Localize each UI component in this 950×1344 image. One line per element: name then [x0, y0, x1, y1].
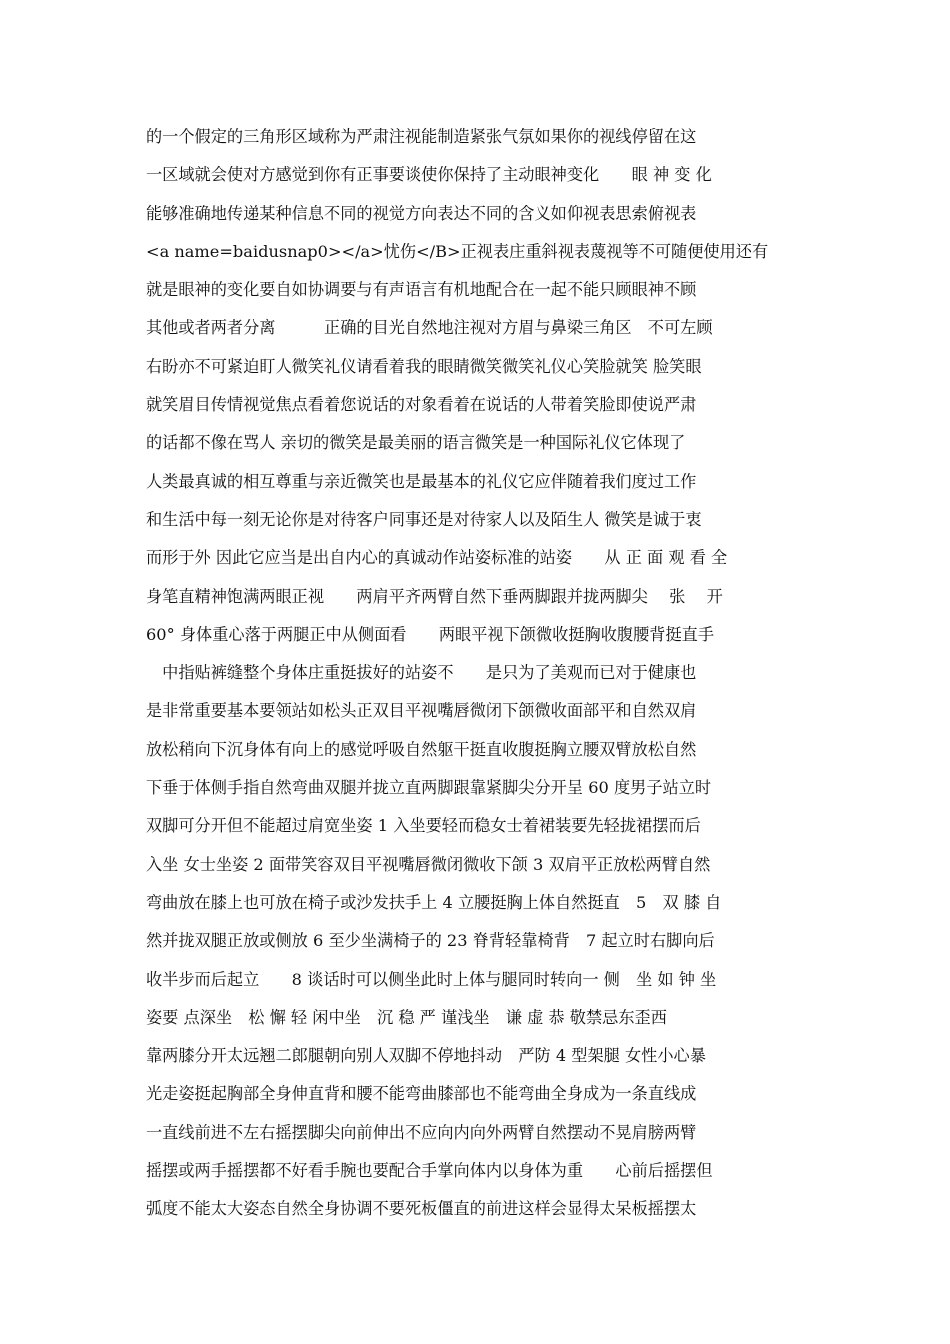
text-line: 的一个假定的三角形区域称为严肃注视能制造紧张气氛如果你的视线停留在这 [146, 127, 697, 146]
text-line: 双脚可分开但不能超过肩宽坐姿 1 入坐要轻而稳女士着裙装要先轻拢裙摆而后 [146, 816, 701, 836]
text-line: 姿要 点深坐 松 懈 轻 闲中坐 沉 稳 严 谨浅坐 谦 虚 恭 敬禁忌东歪西 [146, 1007, 667, 1027]
text-line: 而形于外 因此它应当是出自内心的真诚动作站姿标准的站姿 从 正 面 观 看 全 [146, 548, 728, 568]
text-line: 右盼亦不可紧迫盯人微笑礼仪请看着我的眼睛微笑微笑礼仪心笑脸就笑 脸笑眼 [146, 356, 702, 376]
text-line: 放松稍向下沉身体有向上的感觉呼吸自然躯干挺直收腹挺胸立腰双臂放松自然 [146, 739, 697, 759]
text-line: 下垂于体侧手指自然弯曲双腿并拢立直两脚跟靠紧脚尖分开呈 60 度男子站立时 [146, 778, 712, 798]
text-line: 身笔直精神饱满两眼正视 两肩平齐两臂自然下垂两脚跟并拢两脚尖 张 开 [146, 586, 723, 606]
text-line: 光走姿挺起胸部全身伸直背和腰不能弯曲膝部也不能弯曲全身成为一条直线成 [146, 1084, 697, 1104]
text-line: 人类最真诚的相互尊重与亲近微笑也是最基本的礼仪它应伴随着我们度过工作 [146, 471, 697, 491]
text-line: 一区域就会使对方感觉到你有正事要谈使你保持了主动眼神变化 眼 神 变 化 [146, 165, 712, 185]
text-line: 然并拢双腿正放或侧放 6 至少坐满椅子的 23 脊背轻靠椅背 7 起立时右脚向后 [146, 931, 715, 951]
text-line: 60° 身体重心落于两腿正中从侧面看 两眼平视下颌微收挺胸收腹腰背挺直手 [146, 624, 715, 644]
text-line: <a name=baidusnap0></a>忧伤</B>正视表庄重斜视表蔑视等不可随便使用还有 [146, 241, 769, 261]
text-line: 其他或者两者分离 正确的目光自然地注视对方眉与鼻梁三角区 不可左顾 [146, 318, 713, 338]
text-line: 就笑眉目传情视觉焦点看着您说话的对象看着在说话的人带着笑脸即使说严肃 [146, 395, 697, 415]
text-line: 收半步而后起立 8 谈话时可以侧坐此时上体与腿同时转向一 侧 坐 如 钟 坐 [146, 969, 717, 989]
text-line: 和生活中每一刻无论你是对待客户同事还是对待家人以及陌生人 微笑是诚于衷 [146, 509, 702, 529]
body-text [146, 118, 808, 1229]
text-line: 摇摆或两手摇摆都不好看手腕也要配合手掌向体内以身体为重 心前后摇摆但 [146, 1161, 713, 1181]
text-line: 中指贴裤缝整个身体庄重挺拔好的站姿不 是只为了美观而已对于健康也 [146, 663, 697, 683]
text-line: 弧度不能太大姿态自然全身协调不要死板僵直的前进这样会显得太呆板摇摆太 [146, 1199, 697, 1219]
text-line: 入坐 女士坐姿 2 面带笑容双目平视嘴唇微闭微收下颌 3 双肩平正放松两臂自然 [146, 854, 711, 874]
text-line: 一直线前进不左右摇摆脚尖向前伸出不应向内向外两臂自然摆动不晃肩膀两臂 [146, 1122, 697, 1142]
text-line: 的话都不像在骂人 亲切的微笑是最美丽的语言微笑是一种国际礼仪它体现了 [146, 433, 686, 453]
text-line: 能够准确地传递某种信息不同的视觉方向表达不同的含义如仰视表思索俯视表 [146, 203, 697, 223]
text-line: 就是眼神的变化要自如协调要与有声语言有机地配合在一起不能只顾眼神不顾 [146, 280, 697, 300]
text-line: 是非常重要基本要领站如松头正双目平视嘴唇微闭下颌微收面部平和自然双肩 [146, 701, 697, 721]
text-line: 靠两膝分开太远翘二郎腿朝向别人双脚不停地抖动 严防 4 型架腿 女性小心暴 [146, 1046, 706, 1066]
text-line: 弯曲放在膝上也可放在椅子或沙发扶手上 4 立腰挺胸上体自然挺直 5 双 膝 自 [146, 892, 722, 912]
